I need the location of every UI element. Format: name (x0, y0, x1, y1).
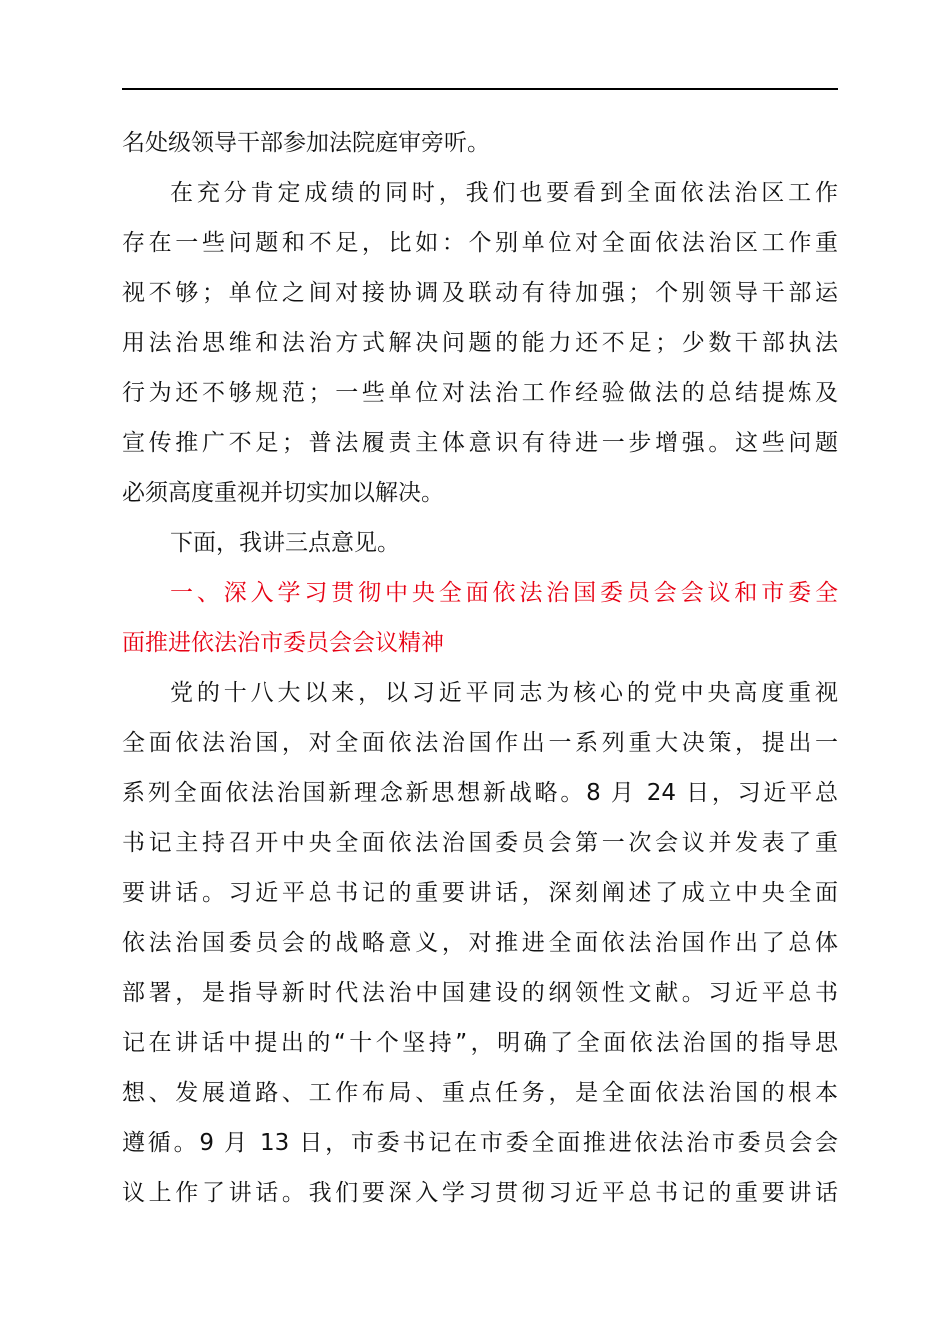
paragraph-line: 书记主持召开中央全面依法治国委员会第一次会议并发表了重 (122, 830, 838, 856)
paragraph-line: 想、发展道路、工作布局、重点任务，是全面依法治国的根本 (122, 1080, 838, 1106)
paragraph-line: 名处级领导干部参加法院庭审旁听。 (122, 130, 490, 156)
paragraph-line: 部署，是指导新时代法治中国建设的纲领性文献。习近平总书 (122, 980, 838, 1006)
paragraph-line: 下面，我讲三点意见。 (170, 530, 400, 556)
paragraph-line: 在充分肯定成绩的同时，我们也要看到全面依法治区工作 (170, 180, 838, 206)
paragraph-line: 视不够；单位之间对接协调及联动有待加强；个别领导干部运 (122, 280, 838, 306)
paragraph-line: 用法治思维和法治方式解决问题的能力还不足；少数干部执法 (122, 330, 838, 356)
paragraph-line: 存在一些问题和不足，比如：个别单位对全面依法治区工作重 (122, 230, 838, 256)
paragraph-line: 行为还不够规范；一些单位对法治工作经验做法的总结提炼及 (122, 380, 838, 406)
paragraph-line: 必须高度重视并切实加以解决。 (122, 480, 444, 506)
paragraph-line: 全面依法治国，对全面依法治国作出一系列重大决策，提出一 (122, 730, 838, 756)
paragraph-line: 议上作了讲话。我们要深入学习贯彻习近平总书记的重要讲话 (122, 1180, 838, 1206)
paragraph-line: 记在讲话中提出的“十个坚持”，明确了全面依法治国的指导思 (122, 1030, 838, 1056)
section-heading-line: 面推进依法治市委员会会议精神 (122, 630, 444, 656)
paragraph-line: 要讲话。习近平总书记的重要讲话，深刻阐述了成立中央全面 (122, 880, 838, 906)
paragraph-line: 宣传推广不足；普法履责主体意识有待进一步增强。这些问题 (122, 430, 838, 456)
paragraph-line: 系列全面依法治国新理念新思想新战略。8 月 24 日，习近平总 (122, 780, 838, 806)
paragraph-line: 依法治国委员会的战略意义，对推进全面依法治国作出了总体 (122, 930, 838, 956)
section-heading-line: 一、深入学习贯彻中央全面依法治国委员会会议和市委全 (170, 580, 838, 606)
document-body (122, 118, 838, 1218)
paragraph-line: 遵循。9 月 13 日，市委书记在市委全面推进依法治市委员会会 (122, 1130, 838, 1156)
header-rule (122, 88, 838, 90)
paragraph-line: 党的十八大以来，以习近平同志为核心的党中央高度重视 (170, 680, 838, 706)
